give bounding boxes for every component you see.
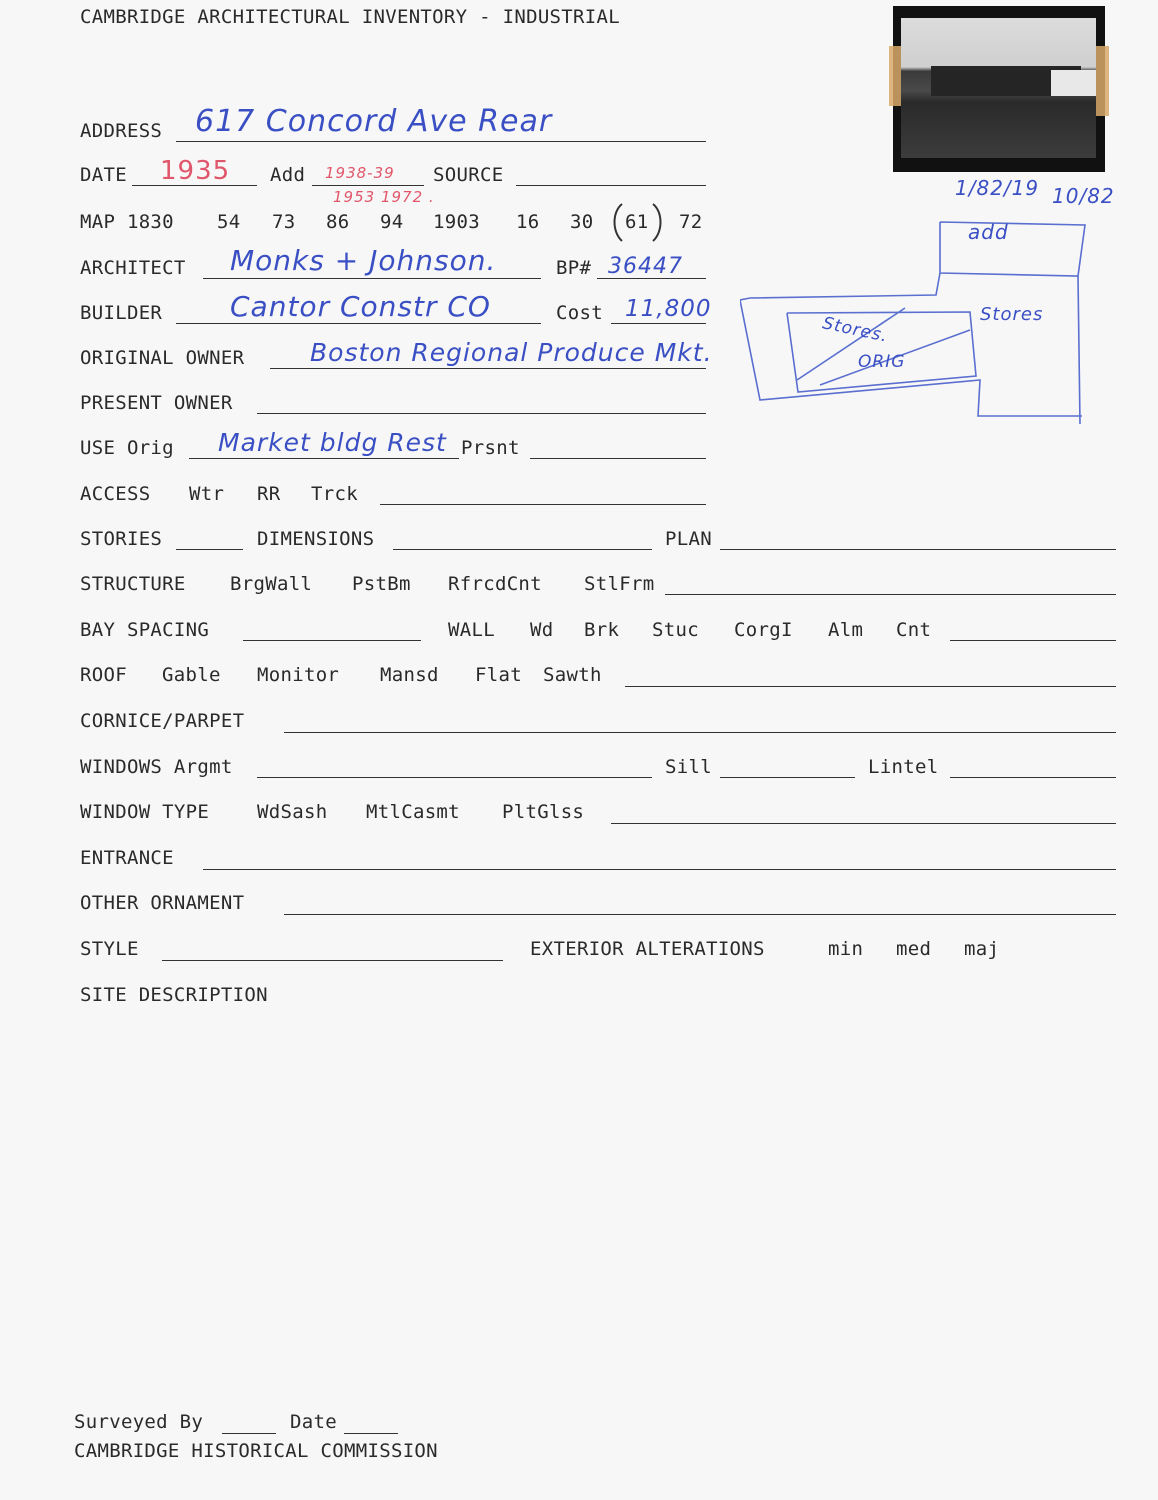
date-value: 1935 <box>160 156 231 186</box>
access-label: ACCESS <box>80 483 151 505</box>
alteration-option: med <box>896 938 932 960</box>
map-year: 16 <box>516 211 540 233</box>
other-ornament-label: OTHER ORNAMENT <box>80 892 245 914</box>
roof-option: Flat <box>475 664 522 686</box>
map-year: 30 <box>570 211 594 233</box>
map-year-circled: 61 <box>625 211 649 233</box>
access-option: Wtr <box>189 483 225 505</box>
map-year: 1903 <box>433 211 480 233</box>
bp-label: BP# <box>556 257 592 279</box>
structure-option: BrgWall <box>230 573 313 595</box>
commission-name: CAMBRIDGE HISTORICAL COMMISSION <box>74 1440 438 1462</box>
date-label: DATE <box>80 164 127 186</box>
wall-option: Wd <box>530 619 554 641</box>
structure-option: RfrcdCnt <box>448 573 542 595</box>
roof-option: Sawth <box>543 664 602 686</box>
photo-date-1: 1/82/19 <box>955 176 1040 200</box>
builder-value: Cantor Constr CO <box>230 290 491 323</box>
site-description-label: SITE DESCRIPTION <box>80 984 268 1006</box>
access-option: RR <box>257 483 281 505</box>
use-orig-value: Market bldg Rest <box>218 428 447 457</box>
bp-value: 36447 <box>608 254 683 279</box>
map-year: 73 <box>272 211 296 233</box>
structure-label: STRUCTURE <box>80 573 186 595</box>
window-type-option: MtlCasmt <box>366 801 460 823</box>
window-type-option: PltGlss <box>502 801 585 823</box>
window-type-option: WdSash <box>257 801 328 823</box>
address-label: ADDRESS <box>80 120 163 142</box>
form-title: CAMBRIDGE ARCHITECTURAL INVENTORY - INDUSTRIAL <box>80 6 620 28</box>
alteration-option: maj <box>964 938 1000 960</box>
sketch-stores-label-2: Stores. <box>820 313 890 347</box>
cornice-label: CORNICE/PARPET <box>80 710 245 732</box>
wall-option: Stuc <box>652 619 699 641</box>
roof-option: Gable <box>162 664 221 686</box>
roof-label: ROOF <box>80 664 127 686</box>
use-orig-label: USE Orig <box>80 437 174 459</box>
cost-label: Cost <box>556 302 603 324</box>
map-year: 86 <box>326 211 350 233</box>
sill-label: Sill <box>665 756 712 778</box>
window-type-label: WINDOW TYPE <box>80 801 210 823</box>
architect-value: Monks + Johnson. <box>230 244 497 277</box>
wall-label: WALL <box>448 619 495 641</box>
style-label: STYLE <box>80 938 139 960</box>
wall-option: Cnt <box>896 619 932 641</box>
photo-date-2: 10/82 <box>1052 184 1115 208</box>
map-year-circle-mark <box>610 200 665 245</box>
windows-argmt-label: WINDOWS Argmt <box>80 756 233 778</box>
wall-option: CorgI <box>734 619 793 641</box>
lintel-label: Lintel <box>868 756 939 778</box>
original-owner-value: Boston Regional Produce Mkt. <box>310 338 713 367</box>
roof-option: Monitor <box>257 664 340 686</box>
wall-option: Brk <box>584 619 620 641</box>
surveyed-by-label: Surveyed By <box>74 1411 204 1433</box>
sketch-add-label: add <box>968 220 1009 244</box>
source-label: SOURCE <box>433 164 504 186</box>
builder-label: BUILDER <box>80 302 163 324</box>
wall-option: Alm <box>828 619 864 641</box>
map-label: MAP 1830 <box>80 211 174 233</box>
add-value-1: 1938-39 <box>325 164 395 182</box>
dimensions-label: DIMENSIONS <box>257 528 375 550</box>
add-label: Add <box>270 164 306 186</box>
use-present-label: Prsnt <box>461 437 520 459</box>
building-photo <box>893 6 1105 172</box>
structure-option: PstBm <box>352 573 411 595</box>
map-year: 94 <box>380 211 404 233</box>
architect-label: ARCHITECT <box>80 257 186 279</box>
survey-date-label: Date <box>290 1411 337 1433</box>
entrance-label: ENTRANCE <box>80 847 174 869</box>
present-owner-label: PRESENT OWNER <box>80 392 233 414</box>
bay-spacing-label: BAY SPACING <box>80 619 210 641</box>
original-owner-label: ORIGINAL OWNER <box>80 347 245 369</box>
roof-option: Mansd <box>380 664 439 686</box>
sketch-stores-label: Stores <box>980 304 1044 325</box>
access-option: Trck <box>311 483 358 505</box>
structure-option: StlFrm <box>584 573 655 595</box>
address-value: 617 Concord Ave Rear <box>195 104 553 139</box>
site-sketch <box>740 180 1130 430</box>
stories-label: STORIES <box>80 528 163 550</box>
map-year: 72 <box>679 211 703 233</box>
add-value-2: 1953 1972 . <box>333 188 435 206</box>
map-year: 54 <box>217 211 241 233</box>
sketch-orig-label: ORIG <box>858 352 906 372</box>
alteration-option: min <box>828 938 864 960</box>
exterior-alterations-label: EXTERIOR ALTERATIONS <box>530 938 765 960</box>
cost-value: 11,800 <box>625 296 712 322</box>
plan-label: PLAN <box>665 528 712 550</box>
